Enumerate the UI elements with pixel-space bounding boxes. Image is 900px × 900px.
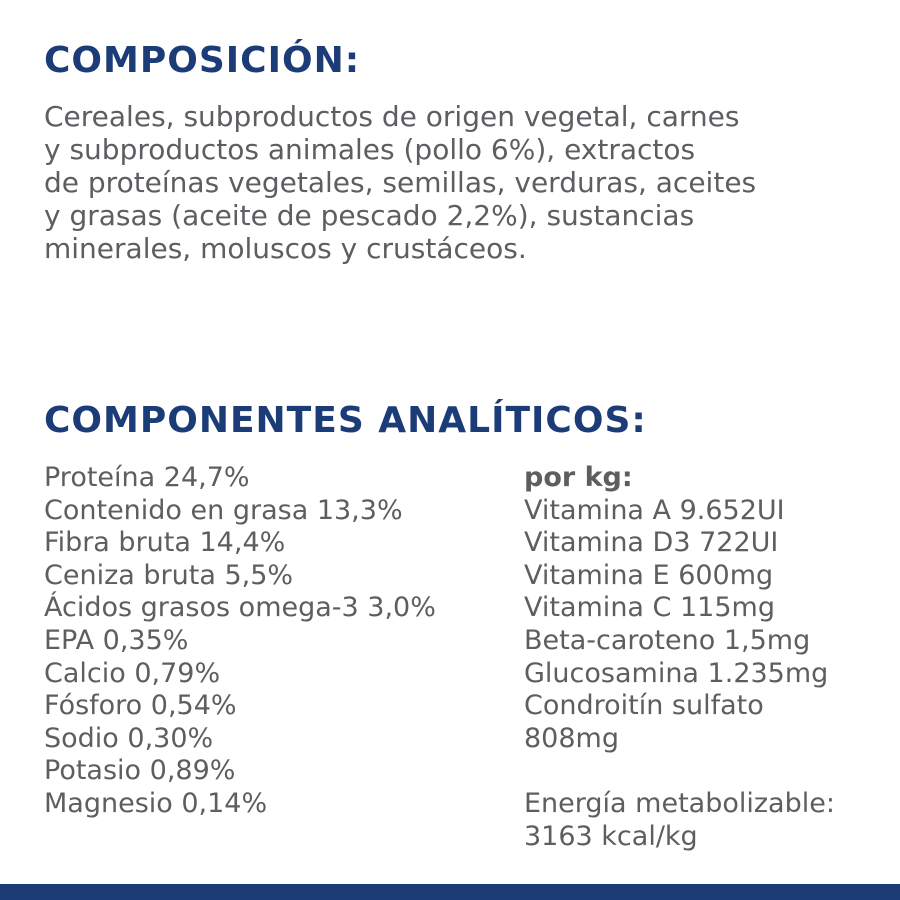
list-item: Ácidos grasos omega-3 3,0% bbox=[44, 592, 436, 624]
list-spacer bbox=[524, 755, 835, 788]
list-item: Calcio 0,79% bbox=[44, 657, 221, 689]
list-item: Sodio 0,30% bbox=[44, 722, 214, 754]
list-item: Beta-caroteno 1,5mg bbox=[524, 624, 811, 656]
list-item: Vitamina C 115mg bbox=[524, 592, 775, 624]
list-item: Magnesio 0,14% bbox=[44, 787, 268, 819]
composition-text: Cereales, subproductos de origen vegetal, carnes y subproductos animales (pollo 6%), extractos de proteínas vegetales, semillas, verduras, aceites y grasas (aceite de pescado 2,2%), sustancias minerales, moluscos y crustáceos. bbox=[44, 100, 757, 265]
energy-label: Energía metabolizable: bbox=[524, 787, 835, 819]
per-kg-label: por kg: bbox=[524, 462, 633, 493]
bottom-bar bbox=[0, 884, 900, 900]
list-item: Vitamina D3 722UI bbox=[524, 527, 779, 559]
energy-value: 3163 kcal/kg bbox=[524, 820, 698, 852]
list-item: Vitamina A 9.652UI bbox=[524, 494, 785, 526]
list-item: Fósforo 0,54% bbox=[44, 690, 237, 722]
list-item: Glucosamina 1.235mg bbox=[524, 657, 829, 689]
list-item: Potasio 0,89% bbox=[44, 755, 236, 787]
list-item: Fibra bruta 14,4% bbox=[44, 527, 286, 559]
list-item: Vitamina E 600mg bbox=[524, 559, 774, 591]
composition-title: COMPOSICIÓN: bbox=[44, 40, 361, 81]
analytical-title: COMPONENTES ANALÍTICOS: bbox=[44, 400, 647, 441]
list-item: EPA 0,35% bbox=[44, 624, 189, 656]
list-item: Contenido en grasa 13,3% bbox=[44, 494, 403, 526]
analytical-right-list bbox=[524, 462, 835, 853]
analytical-left-list bbox=[44, 462, 436, 821]
list-item: 808mg bbox=[524, 722, 619, 754]
list-item: Ceniza bruta 5,5% bbox=[44, 559, 294, 591]
list-item: Condroitín sulfato bbox=[524, 690, 764, 722]
list-item: Proteína 24,7% bbox=[44, 462, 250, 493]
